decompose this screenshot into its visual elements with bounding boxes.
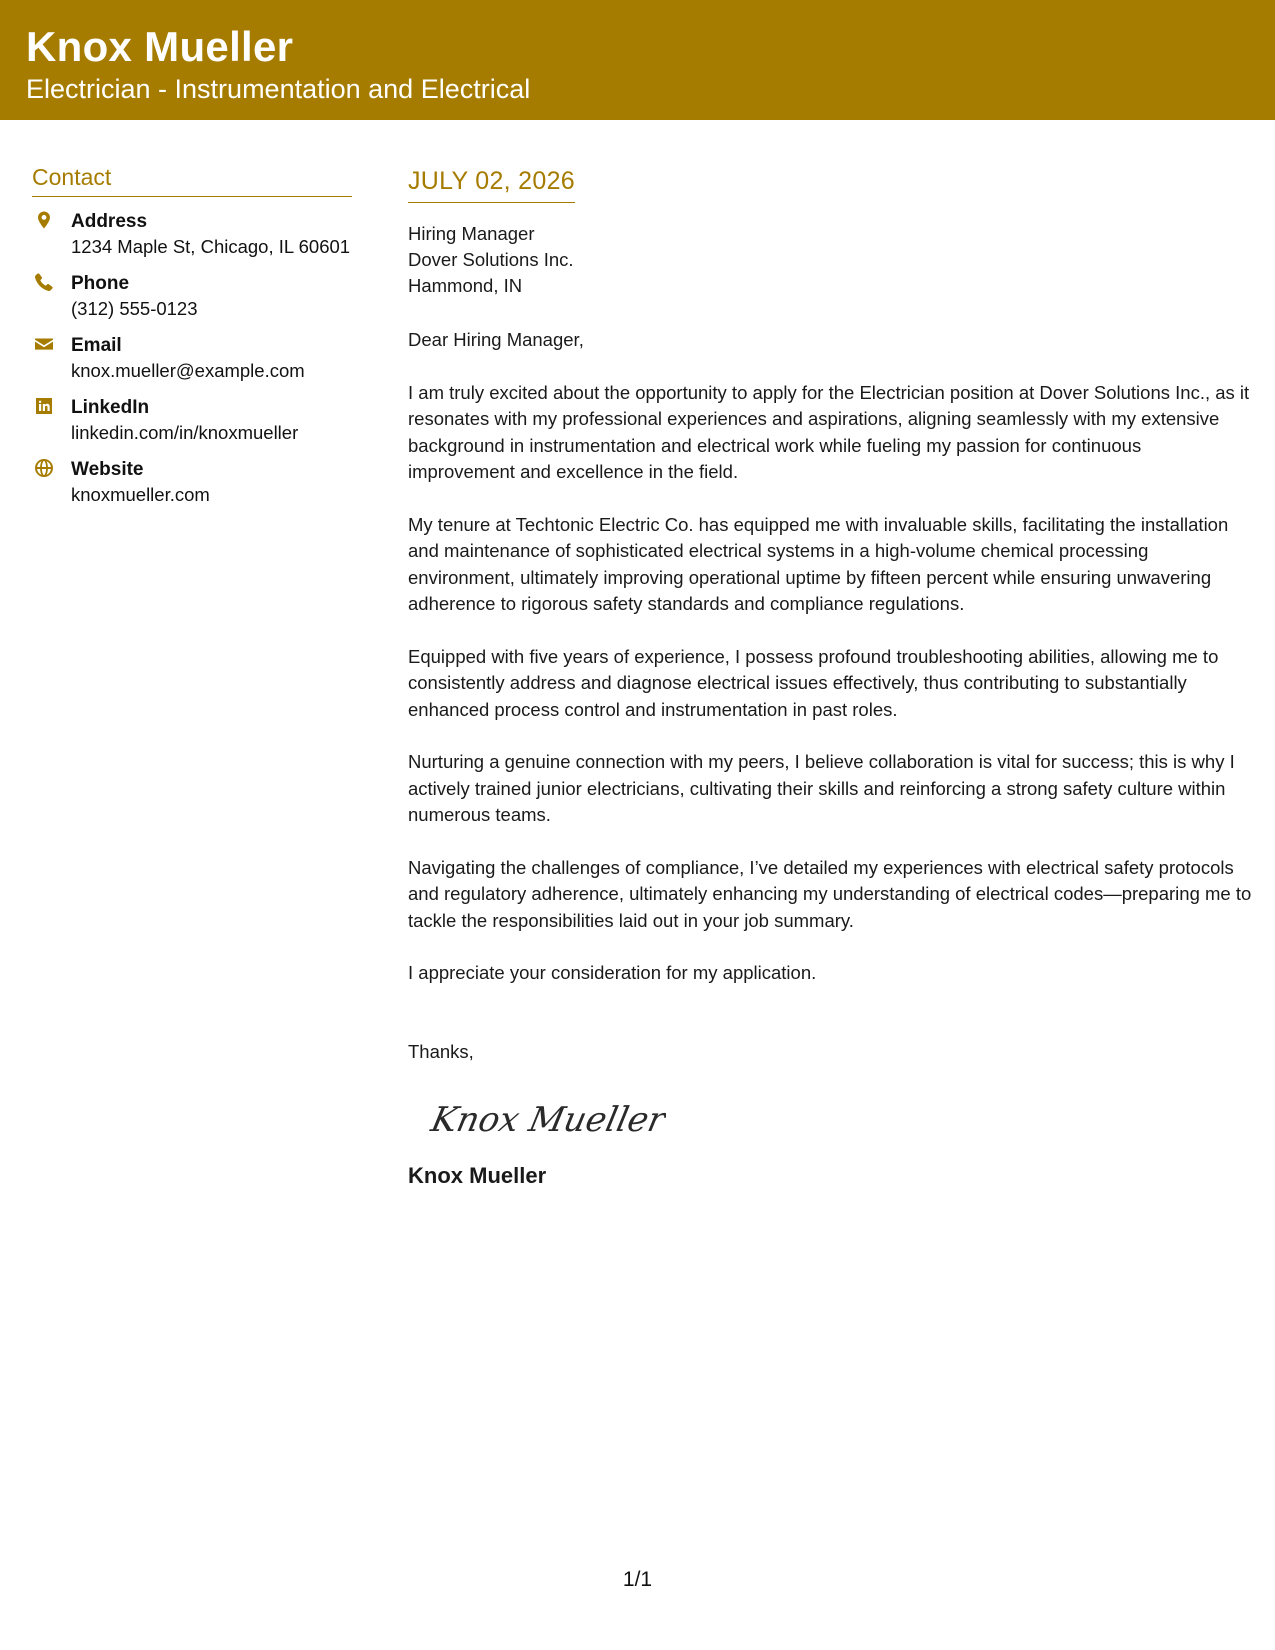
header-banner xyxy=(0,0,1275,120)
phone-icon xyxy=(34,272,54,292)
contact-label: LinkedIn xyxy=(71,397,150,418)
applicant-name: Knox Mueller xyxy=(26,23,294,70)
globe-icon xyxy=(34,458,54,478)
contact-item-phone xyxy=(32,271,352,321)
contact-item-website xyxy=(32,457,352,507)
contact-list xyxy=(32,209,352,507)
signature-text: Knox Mueller xyxy=(427,1099,666,1140)
contact-heading: Contact xyxy=(32,162,352,197)
envelope-icon xyxy=(34,334,54,354)
linkedin-icon xyxy=(34,396,54,416)
recipient-line: Dover Solutions Inc. xyxy=(408,249,574,270)
address-value: 1234 Maple St, Chicago, IL 60601 xyxy=(71,236,351,257)
contact-label: Website xyxy=(71,459,144,480)
contact-label: Phone xyxy=(71,273,130,294)
letter-date: JULY 02, 2026 xyxy=(408,164,575,203)
signer-name: Knox Mueller xyxy=(408,1162,547,1188)
contact-item-linkedin xyxy=(32,395,352,445)
recipient-line: Hammond, IN xyxy=(408,275,523,296)
contact-item-address xyxy=(32,209,352,259)
contact-label: Address xyxy=(71,211,148,232)
recipient-line: Hiring Manager xyxy=(408,223,535,244)
handwritten-signature xyxy=(426,1091,666,1147)
body-paragraph: Nurturing a genuine connection with my peers, I believe collaboration is vital for success; this is why I actively trained junior electricians, cultivating their skills and reinforcing a strong safety culture within numerous teams. xyxy=(408,751,1235,825)
body-paragraph: Navigating the challenges of compliance, I’ve detailed my experiences with electrical safety protocols and regulatory adherence, ultimately enhancing my understanding of electrical codes—preparing me to tackle the responsibilities laid out in your job summary. xyxy=(408,856,1252,931)
body-paragraph: I am truly excited about the opportunity to apply for the Electrician position at Dover Solutions Inc., as it resonates with my professional experiences and aspirations, aligning seamlessly with my extensive background in instrumentation and electrical work while fueling my passion for continuous improvement and excellence in the field. xyxy=(408,381,1250,482)
body-paragraph: My tenure at Techtonic Electric Co. has equipped me with invaluable skills, facilitating the installation and maintenance of sophisticated electrical systems in a high-volume chemical processing environment, ultimately improving operational uptime by fifteen percent while ensuring unwavering adherence to rigorous safety standards and compliance regulations. xyxy=(408,513,1229,614)
linkedin-value[interactable]: linkedin.com/in/knoxmueller xyxy=(71,422,299,443)
page-number: 1/1 xyxy=(622,1568,653,1591)
letter-body xyxy=(408,164,1253,1191)
body-paragraph: I appreciate your consideration for my application. xyxy=(408,962,817,983)
contact-item-email xyxy=(32,333,352,383)
closing: Thanks, xyxy=(408,1040,474,1062)
contact-label: Email xyxy=(71,335,122,356)
greeting: Dear Hiring Manager, xyxy=(408,329,584,350)
location-pin-icon xyxy=(34,210,54,230)
job-title: Electrician - Instrumentation and Electrical xyxy=(26,74,531,104)
website-value[interactable]: knoxmueller.com xyxy=(71,484,210,505)
recipient-block xyxy=(408,221,1253,299)
phone-value: (312) 555-0123 xyxy=(71,298,198,319)
email-value[interactable]: knox.mueller@example.com xyxy=(71,360,305,381)
contact-sidebar xyxy=(32,162,352,507)
body-paragraph: Equipped with five years of experience, I possess profound troubleshooting abilities, allowing me to consistently address and diagnose electrical issues effectively, thus contributing to substantially enhanced process control and instrumentation in past roles. xyxy=(408,645,1219,720)
